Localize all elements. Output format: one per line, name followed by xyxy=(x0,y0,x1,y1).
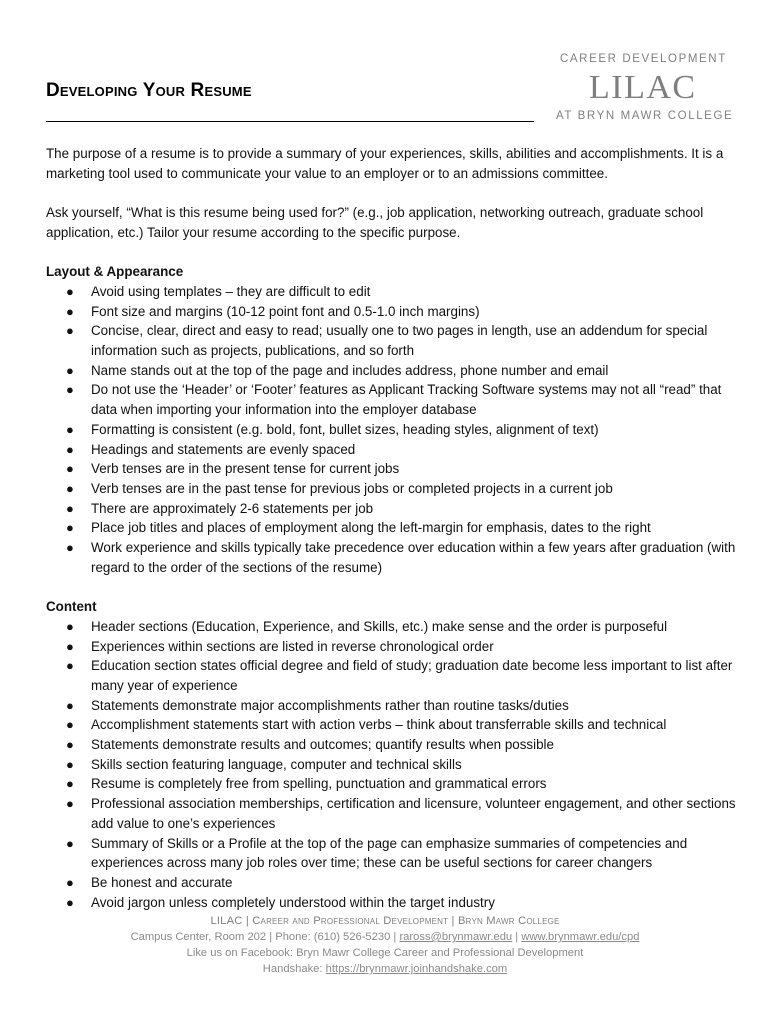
title-underline xyxy=(46,121,534,122)
bullet-icon: ● xyxy=(66,421,74,437)
handshake-link[interactable]: https://brynmawr.joinhandshake.com xyxy=(325,963,508,975)
logo-top-text: CAREER DEVELOPMENT xyxy=(560,53,727,65)
list-item: ● Education section states official degree and field of study; graduation date become less important to list after many year of experience xyxy=(66,658,733,693)
bullet-icon: ● xyxy=(66,894,74,910)
list-item: ● Font size and margins (10-12 point font and 0.5-1.0 inch margins) xyxy=(46,302,736,322)
bullet-icon: ● xyxy=(66,382,74,398)
list-item: ● Be honest and accurate xyxy=(46,873,736,893)
bullet-icon: ● xyxy=(66,283,74,299)
list-item: ● Headings and statements are evenly spaced xyxy=(46,440,736,460)
footer-contact-line: Campus Center, Room 202 | Phone: (610) 526-5230 | raross@brynmawr.edu | www.brynmawr.edu/cpd xyxy=(130,931,640,943)
list-item: ● Name stands out at the top of the page and includes address, phone number and email xyxy=(46,361,736,381)
intro-paragraph-1: The purpose of a resume is to provide a summary of your experiences, skills, abilities and accomplishments. It is a marketing tool used to communicate your value to an employer or to an admissions committee. xyxy=(46,146,724,181)
bullet-icon: ● xyxy=(66,303,74,319)
email-link[interactable]: raross@brynmawr.edu xyxy=(399,931,513,943)
section-content xyxy=(46,597,736,912)
bullet-icon: ● xyxy=(66,835,74,851)
footer-org-line: LILAC | Career and Professional Development | Bryn Mawr College xyxy=(210,915,560,927)
list-item: ● Verb tenses are in the present tense for current jobs xyxy=(46,459,736,479)
list-item: ● Accomplishment statements start with action verbs – think about transferrable skills and technical xyxy=(46,715,736,735)
bullet-icon: ● xyxy=(66,362,74,378)
section-heading: Layout & Appearance xyxy=(46,264,184,280)
bullet-icon: ● xyxy=(66,520,74,536)
page-footer xyxy=(0,913,770,977)
footer-facebook-line: Like us on Facebook: Bryn Mawr College Career and Professional Development xyxy=(186,947,584,959)
bullet-list xyxy=(46,617,736,913)
bullet-list xyxy=(46,282,736,578)
list-item: ● Verb tenses are in the past tense for previous jobs or completed projects in a current job xyxy=(46,479,736,499)
list-item: ● Statements demonstrate major accomplishments rather than routine tasks/duties xyxy=(46,696,736,716)
bullet-icon: ● xyxy=(66,638,74,654)
page-title: Developing Your Resume xyxy=(46,80,252,101)
list-item: ● Skills section featuring language, computer and technical skills xyxy=(46,755,736,775)
bullet-icon: ● xyxy=(66,658,74,674)
list-item: ● There are approximately 2-6 statements per job xyxy=(46,499,736,519)
document-body xyxy=(46,144,736,912)
list-item: ● Work experience and skills typically take precedence over education within a few years after graduation (with regard to the order of the sections of the resume) xyxy=(66,540,736,575)
bullet-icon: ● xyxy=(66,874,74,890)
footer-handshake-line: Handshake: https://brynmawr.joinhandshake.com xyxy=(262,963,508,975)
list-item: ● Professional association memberships, certification and licensure, volunteer engagement, and other sections add value to one’s experiences xyxy=(66,796,736,831)
list-item: ● Place job titles and places of employment along the left-margin for emphasis, dates to the right xyxy=(46,518,736,538)
list-item: ● Statements demonstrate results and outcomes; quantify results when possible xyxy=(46,735,736,755)
logo-bottom-text: AT BRYN MAWR COLLEGE xyxy=(556,110,734,122)
list-item: ● Header sections (Education, Experience, and Skills, etc.) make sense and the order is purposeful xyxy=(46,617,736,637)
logo-wordmark: LILAC xyxy=(589,69,697,106)
bullet-icon: ● xyxy=(66,323,74,339)
bullet-icon: ● xyxy=(66,500,74,516)
bullet-icon: ● xyxy=(66,737,74,753)
intro-paragraph-2: Ask yourself, “What is this resume being used for?” (e.g., job application, networking outreach, graduate school application, etc.) Tailor your resume according to the specific purpose. xyxy=(46,205,704,240)
list-item: ● Do not use the ‘Header’ or ‘Footer’ features as Applicant Tracking Software systems may not all “read” that data when importing your information into the employer database xyxy=(66,382,722,418)
list-item: ● Concise, clear, direct and easy to read; usually one to two pages in length, use an addendum for special information such as projects, publications, and so forth xyxy=(66,323,708,358)
bullet-icon: ● xyxy=(66,697,74,713)
list-item: ● Summary of Skills or a Profile at the top of the page can emphasize summaries of competencies and experiences across many job roles over time; these can be useful sections for career changers xyxy=(66,835,688,871)
list-item: ● Resume is completely free from spelling, punctuation and grammatical errors xyxy=(46,774,736,794)
bullet-icon: ● xyxy=(66,756,74,772)
section-heading: Content xyxy=(46,599,97,615)
bullet-icon: ● xyxy=(66,717,74,733)
website-link[interactable]: www.brynmawr.edu/cpd xyxy=(521,931,640,943)
list-item: ● Avoid jargon unless completely understood within the target industry xyxy=(46,893,736,913)
list-item: ● Experiences within sections are listed in reverse chronological order xyxy=(46,637,736,657)
section-layout-appearance xyxy=(46,262,736,577)
bullet-icon: ● xyxy=(66,796,74,812)
bullet-icon: ● xyxy=(66,618,74,634)
list-item: ● Formatting is consistent (e.g. bold, font, bullet sizes, heading styles, alignment of text) xyxy=(46,420,736,440)
bullet-icon: ● xyxy=(66,461,74,477)
bullet-icon: ● xyxy=(66,540,74,556)
bullet-icon: ● xyxy=(66,480,74,496)
bullet-icon: ● xyxy=(66,776,74,792)
list-item: ● Avoid using templates – they are difficult to edit xyxy=(46,282,736,302)
bullet-icon: ● xyxy=(66,441,74,457)
